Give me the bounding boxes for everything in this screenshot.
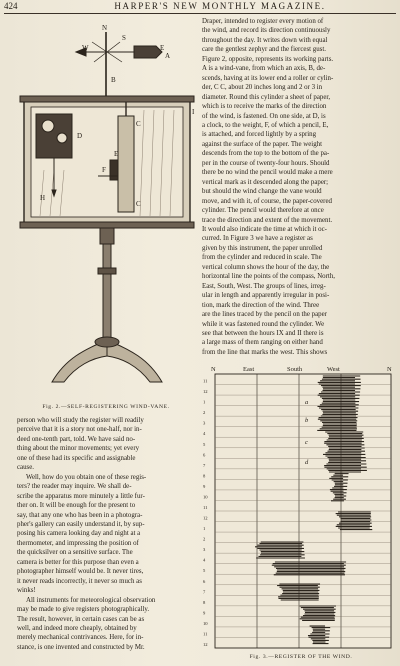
text-line: care the gentlest zephyr and the fiercest gust. <box>202 46 326 54</box>
text-line: scribe the apparatus more minutely a little fur- <box>17 492 145 500</box>
hour-label: 12 <box>203 515 208 521</box>
text-line: Well, how do you obtain one of these regis- <box>26 473 147 481</box>
text-line: given by this instrument, the paper unrolled <box>202 244 323 252</box>
text-line: camera is better for this purpose than even a <box>17 558 139 566</box>
wind-vane-engraving <box>14 20 199 400</box>
text-line: cause. <box>17 464 35 472</box>
text-line: but should the wind change the vane would <box>202 188 322 196</box>
compass-label: N <box>387 366 392 373</box>
trace-marker: b <box>305 417 309 424</box>
text-line: tion, mark the direction of the wind. Three <box>202 301 320 309</box>
svg-text:D: D <box>77 132 83 140</box>
svg-text:S: S <box>122 34 126 42</box>
text-line: stance, is one invented and constructed by Mr. <box>17 643 145 651</box>
figure-3-caption: Fig. 3.—REGISTER OF THE WIND. <box>249 654 353 660</box>
hour-label: 2 <box>203 536 206 542</box>
hour-label: 9 <box>203 483 206 489</box>
text-line: ters? the reader may inquire. We shall de- <box>17 483 132 491</box>
text-line: descends from the top to the bottom of the pa- <box>202 150 330 158</box>
trace-marker: c <box>305 439 308 446</box>
text-line: pher's gallery can easily understand it, by sup- <box>17 520 145 528</box>
hour-label: 1 <box>203 399 206 405</box>
hour-label: 4 <box>203 431 206 437</box>
svg-text:E: E <box>114 150 119 158</box>
hour-label: 5 <box>203 441 206 447</box>
text-line: of the wind, is fastened. On one side, at D, is <box>202 112 326 120</box>
hour-label: 11 <box>203 505 208 510</box>
text-line: posing his camera looking day and night at a <box>17 530 141 538</box>
text-line: a clock, to the weight, F, of which a pencil, E, <box>202 121 329 129</box>
svg-text:A: A <box>165 52 171 60</box>
svg-text:H: H <box>40 194 46 202</box>
text-line: there be no wind the pencil would make a mere <box>202 169 333 177</box>
hour-label: 8 <box>203 473 206 479</box>
text-line: while it was fastened round the cylinder. We <box>202 320 325 328</box>
text-line: scends, having at its lower end a roller or cylin- <box>202 74 334 82</box>
text-line: may be made to give registers photographically. <box>17 606 150 614</box>
svg-text:C: C <box>136 200 141 208</box>
text-line: photographer himself would be. It never tires, <box>17 568 144 576</box>
page-number: 424 <box>4 1 18 11</box>
hour-label: 7 <box>203 462 206 468</box>
svg-text:C: C <box>136 120 141 128</box>
text-line: vertical column shows the hour of the day, the <box>202 263 330 271</box>
text-line: cylinder. The pencil would therefore at once <box>202 207 324 215</box>
text-line: deed one-tenth part, told. We have said no- <box>17 435 136 443</box>
compass-label: East <box>243 366 255 373</box>
text-line: Draper, intended to register every motion of <box>202 18 324 25</box>
hour-label: 11 <box>203 378 208 384</box>
text-line: winks! <box>17 587 36 595</box>
left-text-column <box>17 416 193 652</box>
hour-label: 9 <box>203 610 206 616</box>
compass-label: West <box>327 366 340 373</box>
text-line: per in the course of twenty-four hours. Should <box>202 159 330 167</box>
hour-label: 10 <box>203 494 208 500</box>
text-line: ther on. It will be enough for the present to <box>17 502 136 510</box>
text-line: move, and with it, of course, the paper-covered <box>202 197 332 205</box>
text-line: perceive that it is a story not one-half, nor in- <box>17 426 142 434</box>
text-line: a large mass of them ranging on either hand <box>202 339 323 347</box>
wind-register-chart <box>199 362 398 654</box>
trace-marker: a <box>305 399 309 406</box>
text-line: the wind, and record its direction continuously <box>202 27 331 35</box>
svg-text:I: I <box>192 108 195 116</box>
text-line: vertical mark as it descended along the paper; <box>202 178 329 186</box>
text-line: merely mechanical contrivances. Here, for in- <box>17 634 144 642</box>
text-line: trace the direction and extent of the movement. <box>202 216 333 224</box>
header-rule <box>4 13 396 14</box>
text-line: der, C C, about 20 inches long and 2 or 3 in <box>202 84 323 92</box>
text-line: say, that any one who has been in a photogra- <box>17 511 143 519</box>
hour-label: 12 <box>203 389 208 395</box>
text-line: curred. In Figure 3 we have a register as <box>202 235 313 243</box>
text-line: against the surface of the paper. The weight <box>202 140 323 148</box>
svg-text:W: W <box>82 44 89 52</box>
text-line: A is a wind-vane, from which an axis, B, de- <box>202 65 326 73</box>
svg-text:F: F <box>102 166 106 174</box>
text-line: horizontal line the points of the compass, North, <box>202 273 336 281</box>
text-line: see that between the hours IX and II there is <box>202 329 324 337</box>
hour-label: 6 <box>203 452 206 458</box>
text-line: ular in length and apparently irregular in posi- <box>202 292 330 300</box>
hour-label: 12 <box>203 642 208 647</box>
text-line: thing about the minor movements; yet every <box>17 445 140 453</box>
compass-label: N <box>211 366 216 373</box>
hour-label: 5 <box>203 568 206 574</box>
text-line: the quicksilver on a sensitive surface. The <box>17 549 133 557</box>
text-line: from the line that marks the west. This shows <box>202 348 328 356</box>
text-line: well, and indeed more cheaply, obtained by <box>17 624 137 632</box>
hour-label: 11 <box>203 631 208 637</box>
hour-label: 3 <box>203 547 206 553</box>
text-line: It would also indicate the time at which it oc- <box>202 225 327 233</box>
text-line: are the lines traced by the pencil on the paper <box>202 311 327 319</box>
running-title: HARPER'S NEW MONTHLY MAGAZINE. <box>114 1 326 11</box>
text-line: from the cylinder and reduced in scale. The <box>202 254 322 262</box>
text-line: one of these had its specific and assignable <box>17 454 136 462</box>
hour-label: 2 <box>203 410 206 416</box>
text-line: throughout the day. It writes down with equal <box>202 36 328 44</box>
text-line: East, South, West. The groups of lines, irreg- <box>202 282 326 290</box>
right-text-column <box>202 17 392 357</box>
svg-text:E: E <box>160 44 165 52</box>
figure-2-caption: Fig. 2.—SELF-REGISTERING WIND-VANE. <box>42 404 170 410</box>
hour-label: 3 <box>203 420 206 426</box>
hour-label: 4 <box>203 557 206 563</box>
text-line: diameter. Round this cylinder a sheet of paper, <box>202 93 331 101</box>
text-line: it never reads incorrectly, it never so much as <box>17 577 142 585</box>
hour-label: 7 <box>203 589 206 595</box>
svg-text:N: N <box>102 24 108 32</box>
hour-label: 1 <box>203 526 206 532</box>
hour-label: 6 <box>203 578 206 584</box>
page-header <box>0 0 400 14</box>
text-line: thermometer, and impressing the position of <box>17 539 139 547</box>
text-line: Figure 2, opposite, represents its working parts. <box>202 55 334 63</box>
hour-label: 10 <box>203 620 208 626</box>
text-line: which is to receive the marks of the direction <box>202 103 327 111</box>
text-line: All instruments for meteorological observation <box>26 596 156 604</box>
svg-text:B: B <box>111 76 116 84</box>
text-line: The result, however, in certain cases can be as <box>17 615 145 623</box>
hour-label: 8 <box>203 599 206 605</box>
trace-marker: d <box>305 459 309 466</box>
text-line: is attached, and forced lightly by a spring <box>202 131 317 139</box>
text-line: person who will study the register will readily <box>17 417 144 424</box>
compass-label: South <box>287 366 303 373</box>
